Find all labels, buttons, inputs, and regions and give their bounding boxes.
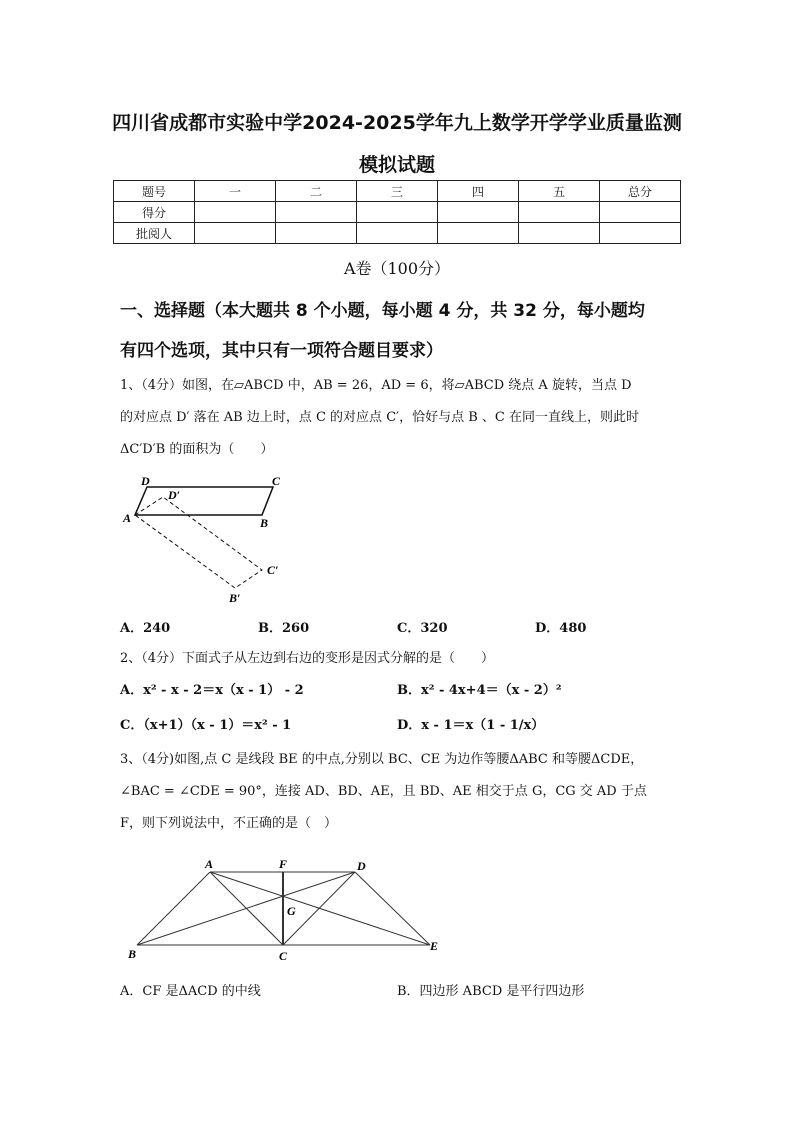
label-E: E [430,939,439,953]
q2-option-d[interactable]: D．x - 1＝x（1 - 1/x） [397,718,545,733]
q1-option-c[interactable]: C．320 [397,621,448,636]
table-header: 总分 [600,181,681,202]
label-C: C [279,949,288,963]
q3-option-a[interactable]: A．CF 是ΔACD 的中线 [120,984,261,999]
table-row-label: 批阅人 [114,223,195,244]
label-G: G [287,904,296,918]
table-header: 一 [195,181,276,202]
q3-option-b[interactable]: B．四边形 ABCD 是平行四边形 [397,984,585,999]
label-A: A [123,511,132,525]
q1-line: 的对应点 D′ 落在 AB 边上时，点 C 的对应点 C′，恰好与点 B 、C 在同一直线上，则此时 [120,410,639,425]
label-D: D [357,859,366,873]
table-row-label: 得分 [114,202,195,223]
label-D: D [141,474,150,488]
q1-line: 1、（4分）如图，在▱ABCD 中，AB = 26，AD = 6，将▱ABCD 绕点 A 旋转，当点 D [120,378,632,393]
table-header: 二 [276,181,357,202]
title-line-1: 四川省成都市实验中学2024-2025学年九上数学开学学业质量监测 [112,112,682,134]
question-3 [120,744,680,840]
label-C-prime: C′ [267,563,279,577]
q1-option-d[interactable]: D．480 [535,621,587,636]
label-B-prime: B′ [229,591,241,605]
table-header: 四 [438,181,519,202]
q3-line: F，则下列说法中，不正确的是（ ） [120,816,338,831]
q2-option-b[interactable]: B．x² - 4x+4＝（x - 2）² [397,683,562,698]
q3-line: ∠BAC = ∠CDE = 90°，连接 AD、BD、AE，且 BD、AE 相交于点 G，CG 交 AD 于点 [120,784,647,799]
label-A: A [205,857,214,871]
section-heading-2: 有四个选项，其中只有一项符合题目要求） [120,341,443,361]
q1-option-a[interactable]: A．240 [120,621,171,636]
label-D-prime: D′ [168,488,181,502]
q1-option-b[interactable]: B．260 [258,621,310,636]
question-2: 2、（4分）下面式子从左边到右边的变形是因式分解的是（ ） [120,651,495,666]
label-F: F [279,857,288,871]
q1-line: ΔC′D′B 的面积为（ ） [120,442,274,457]
table-header: 五 [519,181,600,202]
q2-option-c[interactable]: C．（x+1）（x - 1）＝x² - 1 [120,718,292,733]
section-heading-1: 一、选择题（本大题共 8 个小题，每小题 4 分，共 32 分，每小题均 [120,301,645,321]
label-C: C [272,474,281,488]
table-header: 题号 [114,181,195,202]
label-B: B [260,516,269,530]
volume-heading: A卷（100分） [343,259,451,278]
label-B: B [128,947,137,961]
q3-line: 3、（4分)如图,点 C 是线段 BE 的中点,分别以 BC、CE 为边作等腰ΔABC 和等腰ΔCDE， [120,752,644,767]
q2-option-a[interactable]: A．x² - x - 2＝x（x - 1） - 2 [120,683,304,698]
title-line-2: 模拟试题 [358,154,435,176]
table-header: 三 [357,181,438,202]
